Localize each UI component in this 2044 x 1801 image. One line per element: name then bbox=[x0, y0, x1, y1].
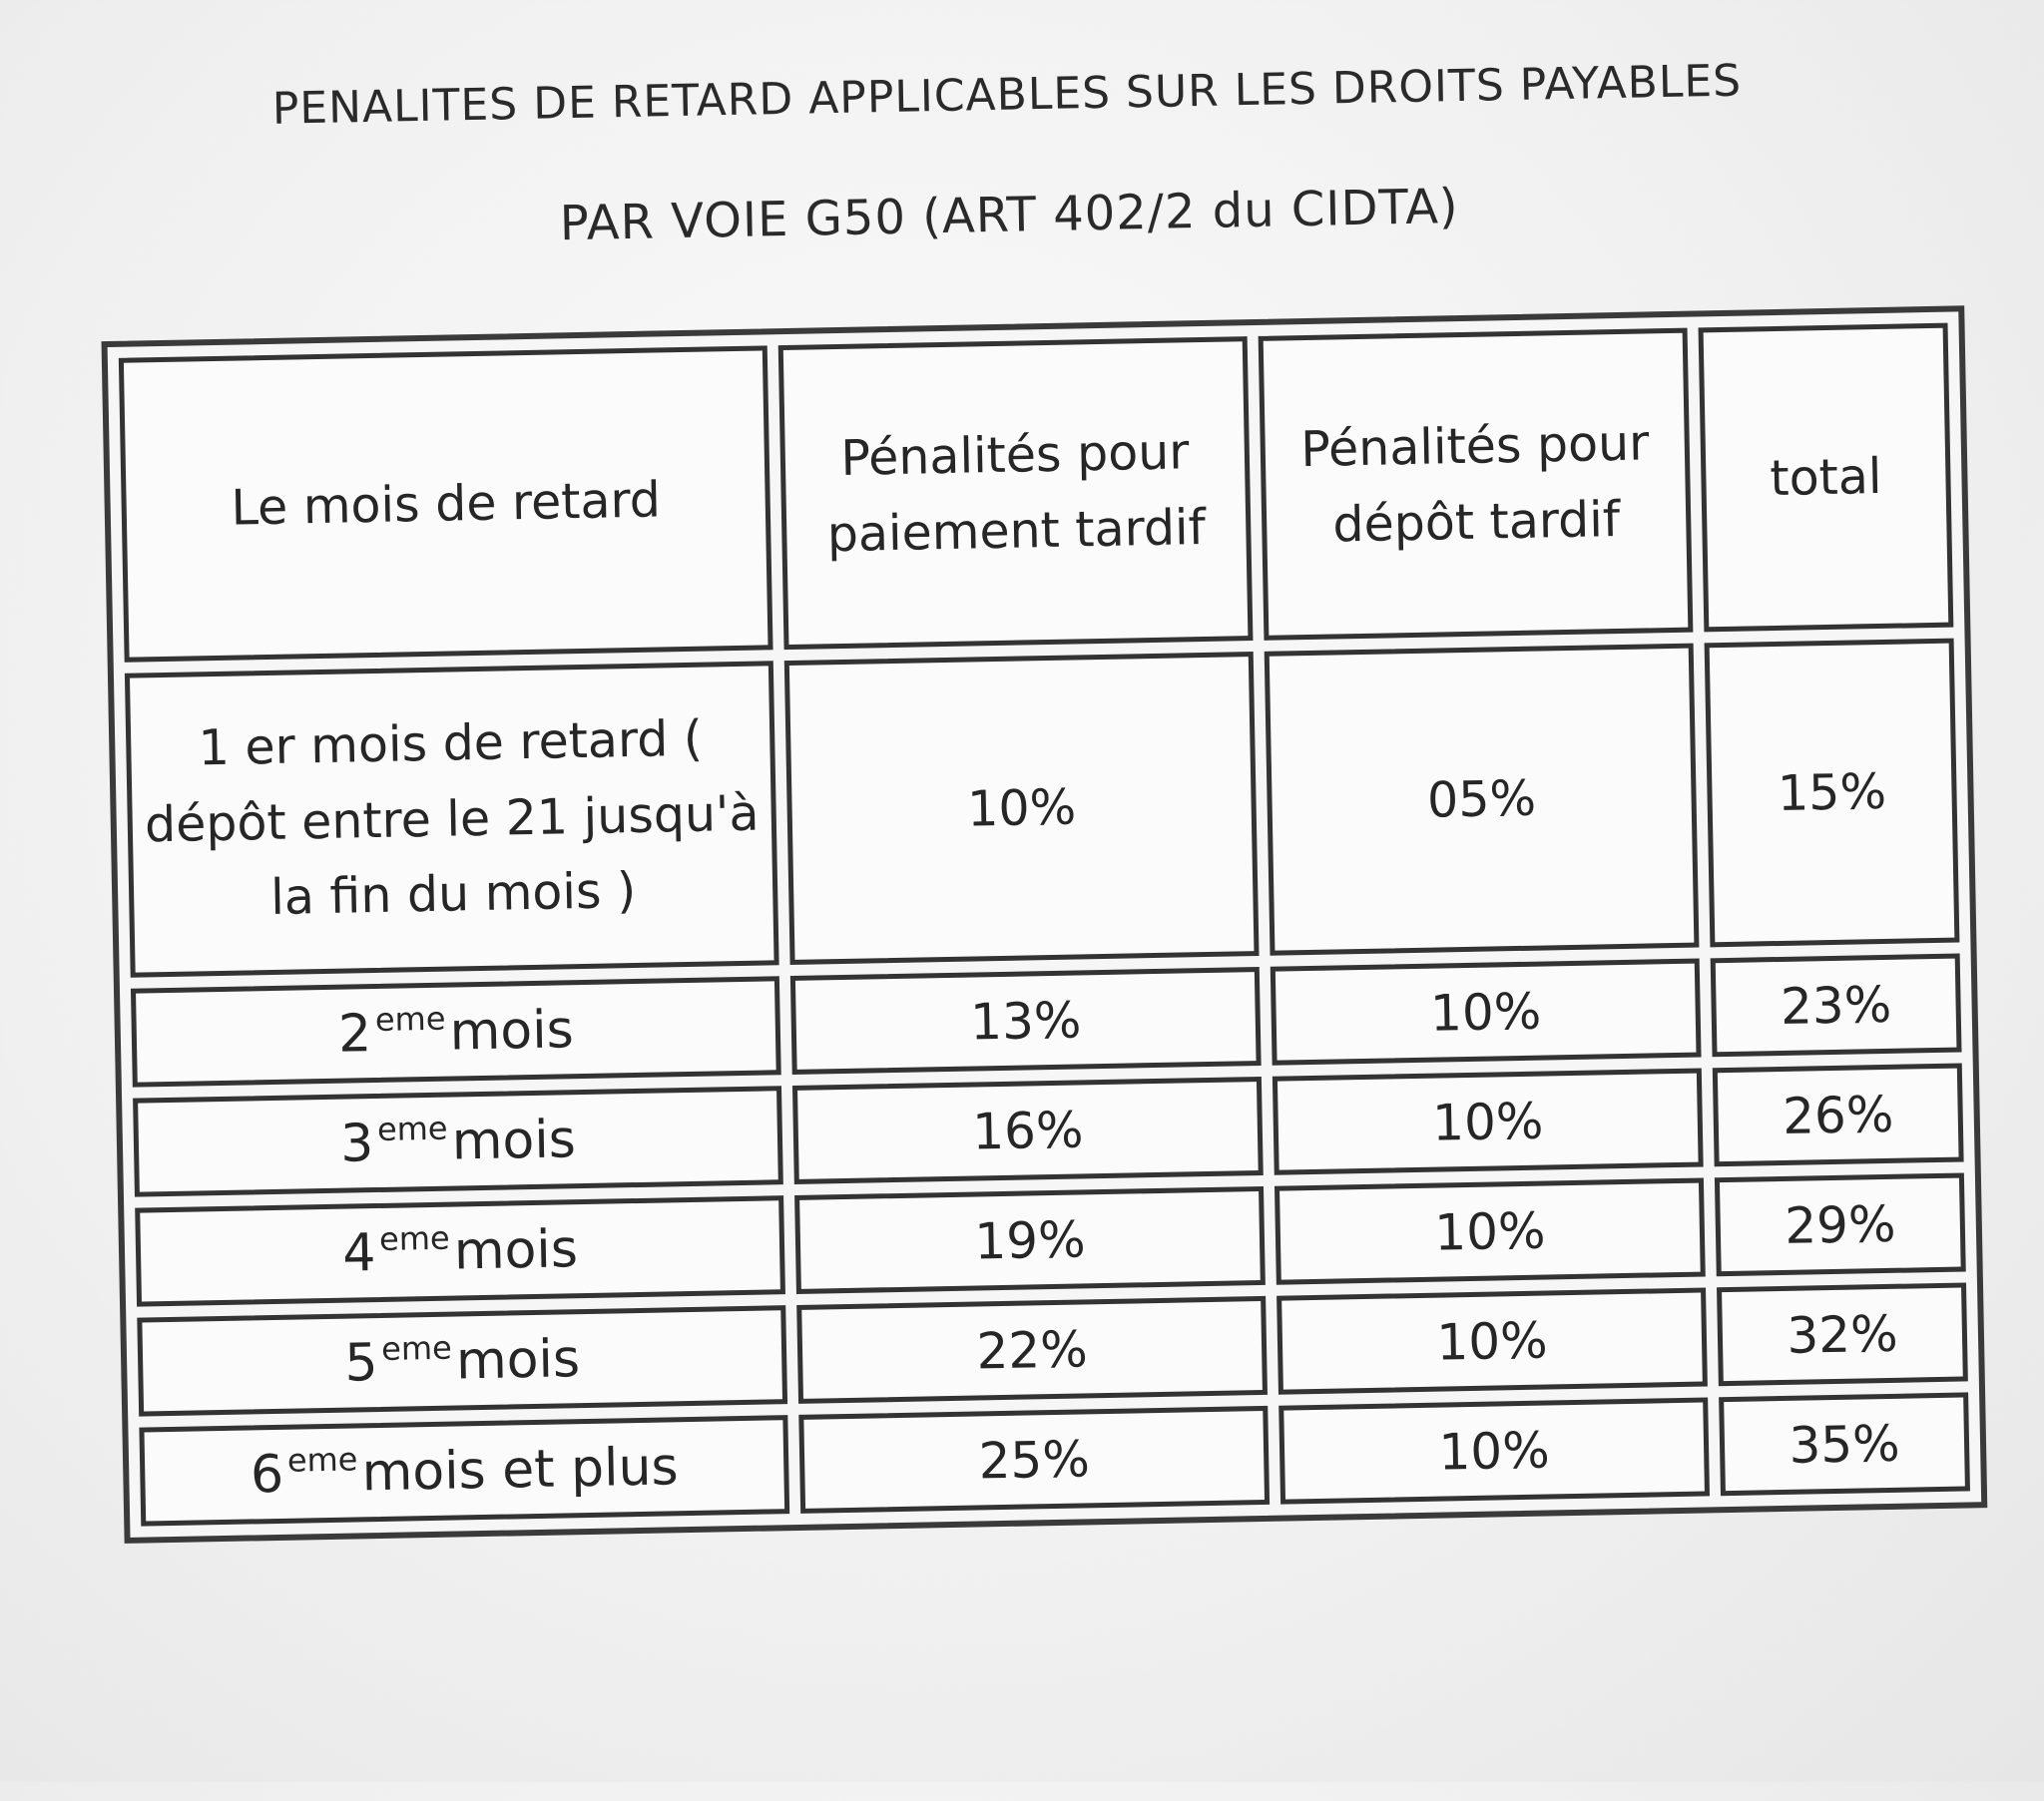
month-number: 2 bbox=[337, 1004, 372, 1066]
month-suffix: eme bbox=[380, 1328, 453, 1369]
penalties-table bbox=[102, 305, 1988, 1544]
month-label: mois bbox=[449, 1000, 575, 1063]
table-row bbox=[133, 1063, 1964, 1196]
cell-total: 15% bbox=[1705, 639, 1960, 948]
document-title: PENALITES DE RETARD APPLICABLES SUR LES DROITS PAYABLES bbox=[271, 55, 1743, 135]
month-number: 5 bbox=[343, 1333, 379, 1394]
table-row bbox=[135, 1172, 1966, 1306]
document-subtitle: PAR VOIE G50 (ART 402/2 du CIDTA) bbox=[559, 179, 1460, 252]
table-header-row bbox=[119, 323, 1954, 663]
table-row bbox=[139, 1392, 1970, 1526]
cell-month: 1 er mois de retard ( dépôt entre le 21 jusqu'à la fin du mois ) bbox=[125, 661, 779, 977]
cell-payment-penalty: 16% bbox=[792, 1077, 1264, 1184]
cell-deposit-penalty: 10% bbox=[1278, 1397, 1710, 1504]
cell-deposit-penalty: 10% bbox=[1275, 1177, 1706, 1284]
cell-deposit-penalty: 10% bbox=[1273, 1069, 1704, 1175]
header-payment-penalty: Pénalités pour paiement tardif bbox=[778, 336, 1254, 650]
month-label: mois bbox=[455, 1329, 581, 1392]
header-deposit-penalty: Pénalités pour dépôt tardif bbox=[1259, 328, 1694, 641]
month-label: mois bbox=[453, 1219, 579, 1282]
cell-deposit-penalty: 10% bbox=[1277, 1287, 1708, 1394]
cell-payment-penalty: 10% bbox=[784, 652, 1260, 965]
month-label: mois et plus bbox=[361, 1437, 680, 1504]
cell-total: 23% bbox=[1711, 954, 1962, 1058]
table-row-first-month bbox=[125, 639, 1960, 978]
cell-month bbox=[137, 1305, 787, 1416]
cell-month bbox=[139, 1415, 789, 1526]
cell-payment-penalty: 25% bbox=[798, 1406, 1270, 1514]
month-suffix: eme bbox=[286, 1440, 358, 1481]
cell-payment-penalty: 22% bbox=[796, 1296, 1268, 1404]
cell-month bbox=[135, 1195, 785, 1306]
table-row bbox=[131, 954, 1962, 1088]
month-suffix: eme bbox=[378, 1218, 451, 1259]
table-row bbox=[137, 1282, 1968, 1416]
cell-payment-penalty: 19% bbox=[794, 1186, 1266, 1294]
month-suffix: eme bbox=[376, 1109, 448, 1149]
cell-month bbox=[131, 976, 781, 1087]
header-total: total bbox=[1699, 323, 1954, 633]
cell-deposit-penalty: 10% bbox=[1271, 959, 1702, 1066]
month-label: mois bbox=[451, 1110, 577, 1172]
cell-total: 35% bbox=[1719, 1392, 1970, 1496]
month-number: 4 bbox=[341, 1223, 376, 1284]
cell-total: 26% bbox=[1713, 1063, 1964, 1166]
cell-payment-penalty: 13% bbox=[790, 967, 1262, 1075]
month-number: 6 bbox=[250, 1445, 284, 1506]
cell-month bbox=[133, 1086, 783, 1196]
cell-deposit-penalty: 05% bbox=[1265, 644, 1700, 956]
cell-total: 32% bbox=[1717, 1282, 1968, 1386]
header-month: Le mois de retard bbox=[119, 345, 773, 662]
month-suffix: eme bbox=[374, 999, 446, 1040]
cell-total: 29% bbox=[1715, 1172, 1966, 1276]
month-number: 3 bbox=[339, 1114, 374, 1174]
